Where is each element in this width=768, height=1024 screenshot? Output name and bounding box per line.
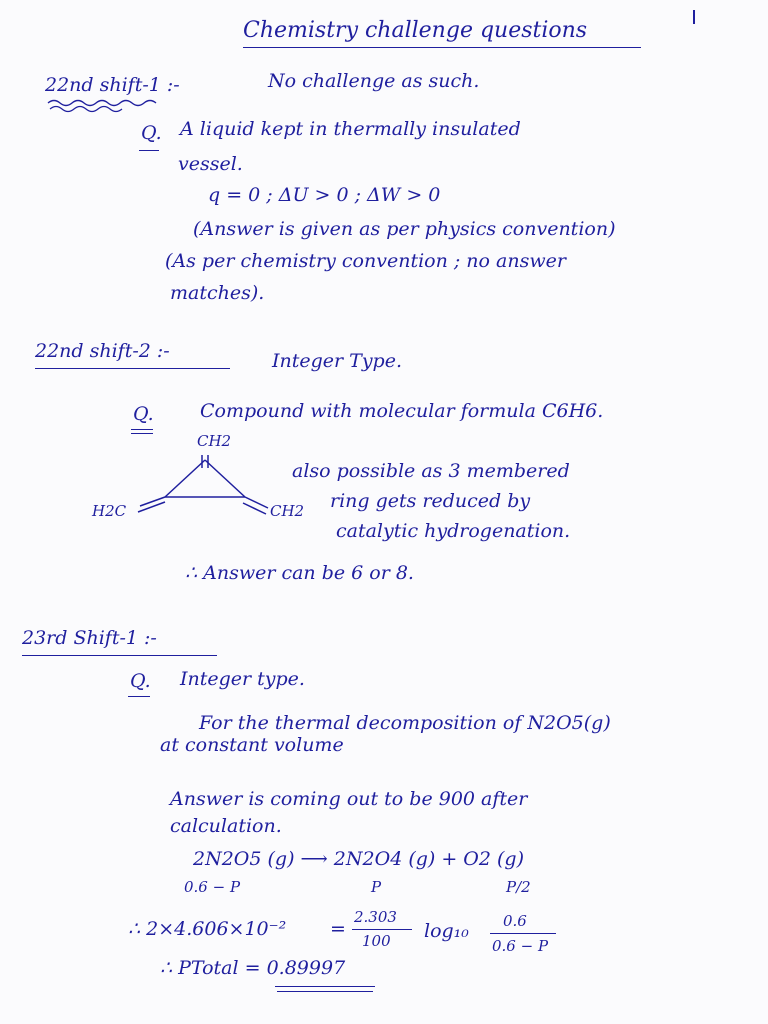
structure-label-top: CH2	[197, 432, 232, 450]
question-marker: Q.	[141, 122, 162, 144]
fraction-numerator: 2.303	[354, 908, 397, 926]
final-result: ∴ PTotal = 0.89997	[160, 957, 346, 979]
question-line: matches).	[170, 282, 265, 304]
structure-label-left: H2C	[92, 502, 127, 520]
question-line: ring gets reduced by	[330, 490, 531, 512]
amount-label: 0.6 − P	[184, 878, 241, 896]
question-line: also possible as 3 membered	[292, 460, 570, 482]
q-marker-underline	[139, 150, 159, 151]
title-underline	[243, 47, 641, 48]
answer-line: calculation.	[170, 815, 282, 837]
question-line: (As per chemistry convention ; no answer	[165, 250, 566, 272]
section-heading: 22nd shift-1 :-	[45, 74, 180, 96]
fraction-denominator: 100	[362, 932, 391, 950]
q-marker-underline	[131, 433, 153, 434]
calculation-left: ∴ 2×4.606×10⁻²	[128, 918, 287, 940]
question-line: catalytic hydrogenation.	[336, 520, 571, 542]
q-marker-underline	[128, 696, 150, 697]
fraction-bar	[352, 929, 412, 930]
section-note: Integer Type.	[272, 350, 403, 372]
result-underline	[275, 986, 375, 987]
section-note: Integer type.	[180, 668, 305, 690]
margin-mark	[693, 10, 695, 24]
amount-label: P/2	[506, 878, 531, 896]
question-line: Compound with molecular formula C6H6.	[200, 400, 604, 422]
result-underline	[277, 991, 373, 992]
structure-label-right: CH2	[270, 502, 305, 520]
section-note: No challenge as such.	[268, 70, 480, 92]
heading-underline	[22, 655, 217, 656]
fraction-numerator: 0.6	[503, 912, 527, 930]
fraction-denominator: 0.6 − P	[492, 937, 549, 955]
section-heading: 23rd Shift-1 :-	[22, 627, 157, 649]
question-line: q = 0 ; ΔU > 0 ; ΔW > 0	[208, 184, 441, 206]
equals-sign: =	[330, 918, 346, 940]
question-marker: Q.	[130, 670, 151, 692]
reaction-equation: 2N2O5 (g) ⟶ 2N2O4 (g) + O2 (g)	[193, 848, 524, 870]
answer-line: Answer is coming out to be 900 after	[170, 788, 528, 810]
question-line: For the thermal decomposition of N2O5(g)	[199, 712, 611, 734]
answer-line: ∴ Answer can be 6 or 8.	[185, 562, 414, 584]
fraction-bar	[490, 933, 556, 934]
question-line: vessel.	[178, 153, 243, 175]
question-line: (Answer is given as per physics convention)	[193, 218, 616, 240]
question-line: at constant volume	[160, 734, 344, 756]
q-marker-underline	[131, 429, 153, 430]
section-heading: 22nd shift-2 :-	[35, 340, 170, 362]
question-marker: Q.	[133, 403, 154, 425]
question-line: A liquid kept in thermally insulated	[180, 118, 521, 140]
amount-label: P	[371, 878, 382, 896]
heading-underline	[35, 368, 230, 369]
log-text: log₁₀	[424, 920, 469, 942]
page-title: Chemistry challenge questions	[243, 18, 588, 43]
